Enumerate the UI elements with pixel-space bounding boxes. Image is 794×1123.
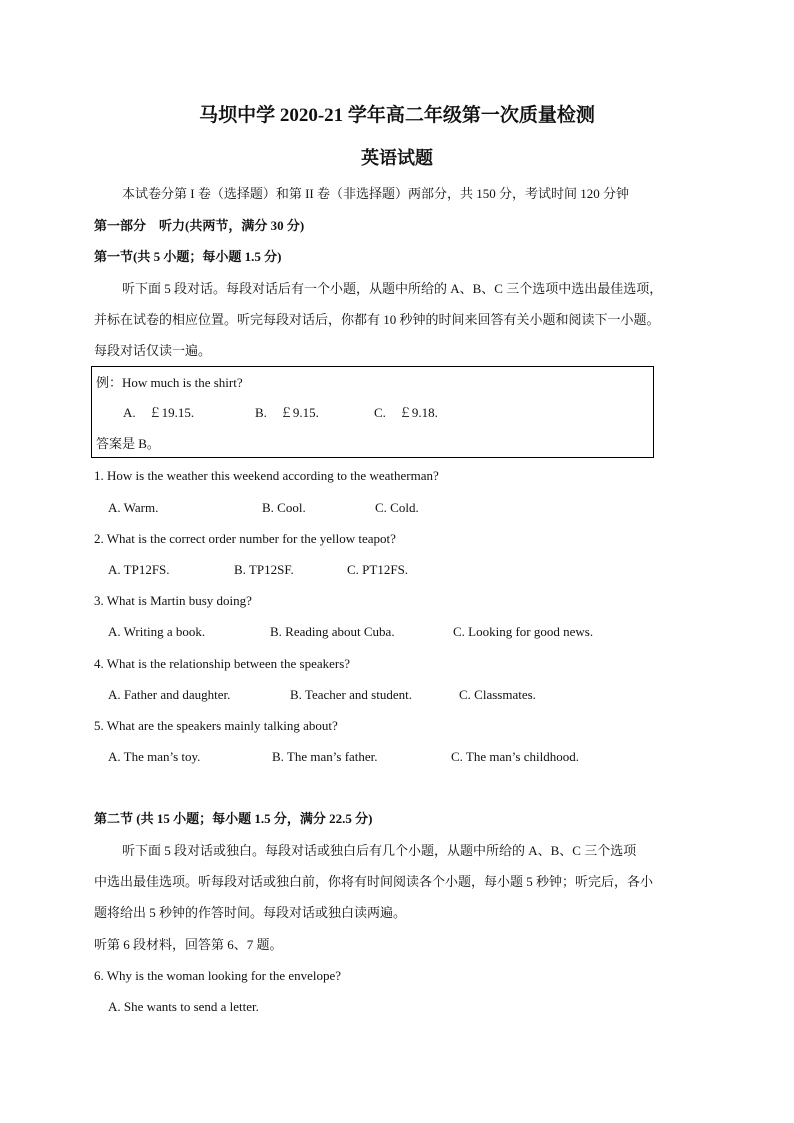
section2-instruction-line: 听下面 5 段对话或独白。每段对话或独白后有几个小题，从题中所给的 A、B、C 三个选项 xyxy=(122,843,637,858)
question-1-option-b: B. Cool. xyxy=(262,500,306,515)
section2-instruction-line: 题将给出 5 秒钟的作答时间。每段对话或独白读两遍。 xyxy=(94,905,407,920)
question-3-option-c: C. Looking for good news. xyxy=(453,624,594,639)
question-4-option-b: B. Teacher and student. xyxy=(290,687,412,702)
question-5-option-c: C. The man’s childhood. xyxy=(451,749,579,764)
section1-instruction-line: 每段对话仅读一遍。 xyxy=(94,343,212,358)
material-note: 听第 6 段材料，回答第 6、7 题。 xyxy=(94,937,283,952)
exam-title: 马坝中学 2020-21 学年高二年级第一次质量检测 xyxy=(199,105,595,126)
question-5: 5. What are the speakers mainly talking about? xyxy=(94,718,338,733)
question-3-option-b: B. Reading about Cuba. xyxy=(270,624,395,639)
example-option-a: A. ￡19.15. xyxy=(123,405,195,420)
question-2-option-c: C. PT12FS. xyxy=(347,562,409,577)
question-5-option-b: B. The man’s father. xyxy=(272,749,378,764)
question-1-option-c: C. Cold. xyxy=(375,500,419,515)
question-4-option-c: C. Classmates. xyxy=(459,687,536,702)
example-option-b: B. ￡9.15. xyxy=(255,405,319,420)
section1-heading: 第一节(共 5 小题；每小题 1.5 分) xyxy=(94,249,282,264)
section1-instruction-line: 听下面 5 段对话。每段对话后有一个小题，从题中所给的 A、B、C 三个选项中选出最佳选项， xyxy=(122,281,663,296)
question-3: 3. What is Martin busy doing? xyxy=(94,593,252,608)
question-1: 1. How is the weather this weekend according to the weatherman? xyxy=(94,468,439,483)
example-option-c: C. ￡9.18. xyxy=(374,405,438,420)
question-6: 6. Why is the woman looking for the envelope? xyxy=(94,968,342,983)
example-question: 例：How much is the shirt? xyxy=(96,375,243,390)
subject-title: 英语试题 xyxy=(361,148,433,168)
question-2: 2. What is the correct order number for the yellow teapot? xyxy=(94,531,396,546)
question-6-option-a: A. She wants to send a letter. xyxy=(108,999,259,1014)
question-4-option-a: A. Father and daughter. xyxy=(108,687,231,702)
question-2-option-a: A. TP12FS. xyxy=(108,562,170,577)
section2-heading: 第二节 (共 15 小题；每小题 1.5 分，满分 22.5 分) xyxy=(94,811,373,826)
section1-instruction-line: 并标在试卷的相应位置。听完每段对话后，你都有 10 秒钟的时间来回答有关小题和阅读下一小题。 xyxy=(94,312,660,327)
question-5-option-a: A. The man’s toy. xyxy=(108,749,201,764)
question-4: 4. What is the relationship between the speakers? xyxy=(94,656,351,671)
exam-intro: 本试卷分第 I 卷（选择题）和第 II 卷（非选择题）两部分，共 150 分，考试时间 120 分钟 xyxy=(122,186,629,201)
question-2-option-b: B. TP12SF. xyxy=(234,562,294,577)
part1-heading: 第一部分 听力(共两节，满分 30 分) xyxy=(94,218,305,233)
question-1-option-a: A. Warm. xyxy=(108,500,159,515)
example-answer: 答案是 B。 xyxy=(96,436,160,451)
section2-instruction-line: 中选出最佳选项。听每段对话或独白前，你将有时间阅读各个小题，每小题 5 秒钟；听完后，各小 xyxy=(94,874,654,889)
question-3-option-a: A. Writing a book. xyxy=(108,624,206,639)
example-box xyxy=(91,366,654,458)
